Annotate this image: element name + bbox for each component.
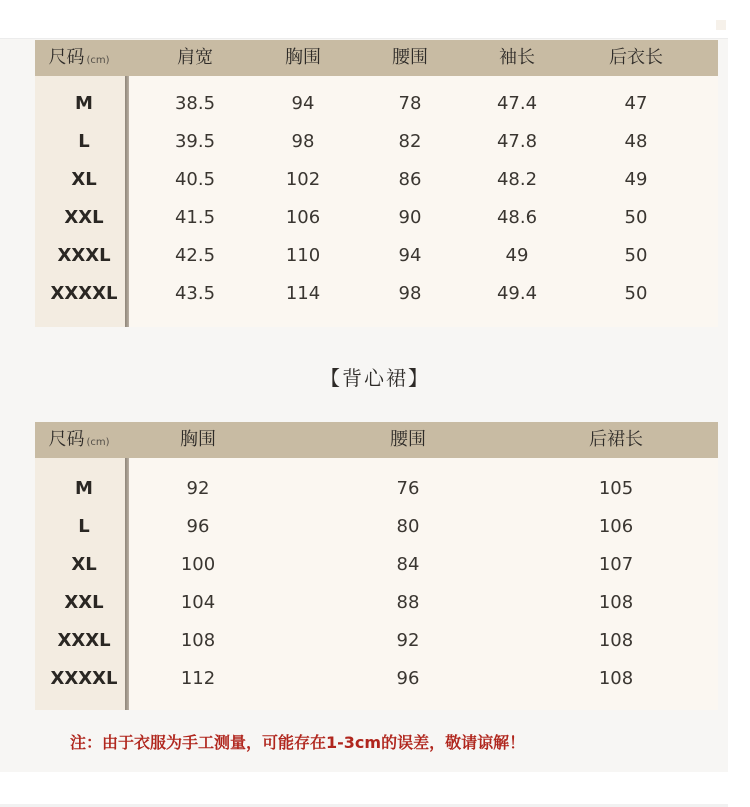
size-label: XL (71, 554, 97, 575)
table-cell: 49.4 (496, 283, 538, 304)
size-chart-top (35, 40, 718, 327)
table-cell: 47.8 (496, 131, 538, 152)
table-cell: 100 (180, 554, 216, 575)
table-body (35, 76, 718, 327)
corner-mark (716, 20, 726, 30)
table-cell: 94 (398, 245, 422, 266)
size-label: XXXL (57, 630, 111, 651)
section-title: 【背心裙】 (320, 366, 430, 390)
table-cell: 98 (291, 131, 315, 152)
table-cell: 102 (285, 169, 321, 190)
table-cell: 48.2 (496, 169, 538, 190)
size-chart-dress (35, 422, 718, 710)
size-column-header (48, 40, 109, 76)
table-cell: 105 (598, 478, 634, 499)
size-label: XXXXL (50, 283, 118, 304)
table-cell: 50 (624, 245, 648, 266)
table-cell: 49 (505, 245, 529, 266)
size-label: XL (71, 169, 97, 190)
table-cell: 78 (398, 93, 422, 114)
measurement-note: 注：由于衣服为手工测量，可能存在1-3cm的误差，敬请谅解！ (70, 733, 526, 752)
column-divider (125, 76, 129, 327)
table-cell: 76 (396, 478, 420, 499)
table-cell: 40.5 (174, 169, 216, 190)
table-cell: 47 (624, 93, 648, 114)
unit-label: (cm) (86, 437, 110, 448)
table-cell: 84 (396, 554, 420, 575)
size-label: XXL (64, 207, 104, 228)
table-cell: 38.5 (174, 93, 216, 114)
table-cell: 80 (396, 516, 420, 537)
column-divider (125, 458, 129, 710)
table-cell: 49 (624, 169, 648, 190)
column-header: 腰围 (392, 47, 428, 68)
table-cell: 108 (180, 630, 216, 651)
size-label: XXXXL (50, 668, 118, 689)
size-header-label: 尺码 (48, 429, 85, 450)
table-cell: 50 (624, 283, 648, 304)
table-cell: 106 (598, 516, 634, 537)
table-cell: 48 (624, 131, 648, 152)
table-cell: 108 (598, 630, 634, 651)
column-header: 后衣长 (609, 47, 663, 68)
table-cell: 94 (291, 93, 315, 114)
table-cell: 114 (285, 283, 321, 304)
table-cell: 41.5 (174, 207, 216, 228)
table-cell: 106 (285, 207, 321, 228)
size-label: M (75, 478, 93, 499)
table-cell: 107 (598, 554, 634, 575)
top-divider (0, 38, 728, 39)
size-column-header (48, 422, 109, 458)
table-header (35, 422, 718, 458)
table-cell: 108 (598, 592, 634, 613)
table-header (35, 40, 718, 76)
table-cell: 92 (396, 630, 420, 651)
table-cell: 110 (285, 245, 321, 266)
table-cell: 48.6 (496, 207, 538, 228)
size-label: XXL (64, 592, 104, 613)
size-label: L (78, 131, 90, 152)
column-header: 肩宽 (177, 47, 213, 68)
table-cell: 96 (186, 516, 210, 537)
table-cell: 112 (180, 668, 216, 689)
size-label: L (78, 516, 90, 537)
table-cell: 47.4 (496, 93, 538, 114)
table-cell: 92 (186, 478, 210, 499)
size-header-label: 尺码 (48, 47, 85, 68)
size-label: M (75, 93, 93, 114)
table-cell: 108 (598, 668, 634, 689)
table-cell: 43.5 (174, 283, 216, 304)
table-cell: 96 (396, 668, 420, 689)
size-label: XXXL (57, 245, 111, 266)
table-cell: 104 (180, 592, 216, 613)
column-header: 后裙长 (589, 429, 643, 450)
column-header: 袖长 (499, 47, 535, 68)
table-cell: 98 (398, 283, 422, 304)
bottom-band (0, 772, 728, 807)
table-cell: 82 (398, 131, 422, 152)
table-cell: 86 (398, 169, 422, 190)
table-cell: 50 (624, 207, 648, 228)
unit-label: (cm) (86, 55, 110, 66)
column-header: 胸围 (180, 429, 216, 450)
column-header: 腰围 (390, 429, 426, 450)
table-cell: 42.5 (174, 245, 216, 266)
table-cell: 39.5 (174, 131, 216, 152)
column-header: 胸围 (285, 47, 321, 68)
table-cell: 90 (398, 207, 422, 228)
table-cell: 88 (396, 592, 420, 613)
